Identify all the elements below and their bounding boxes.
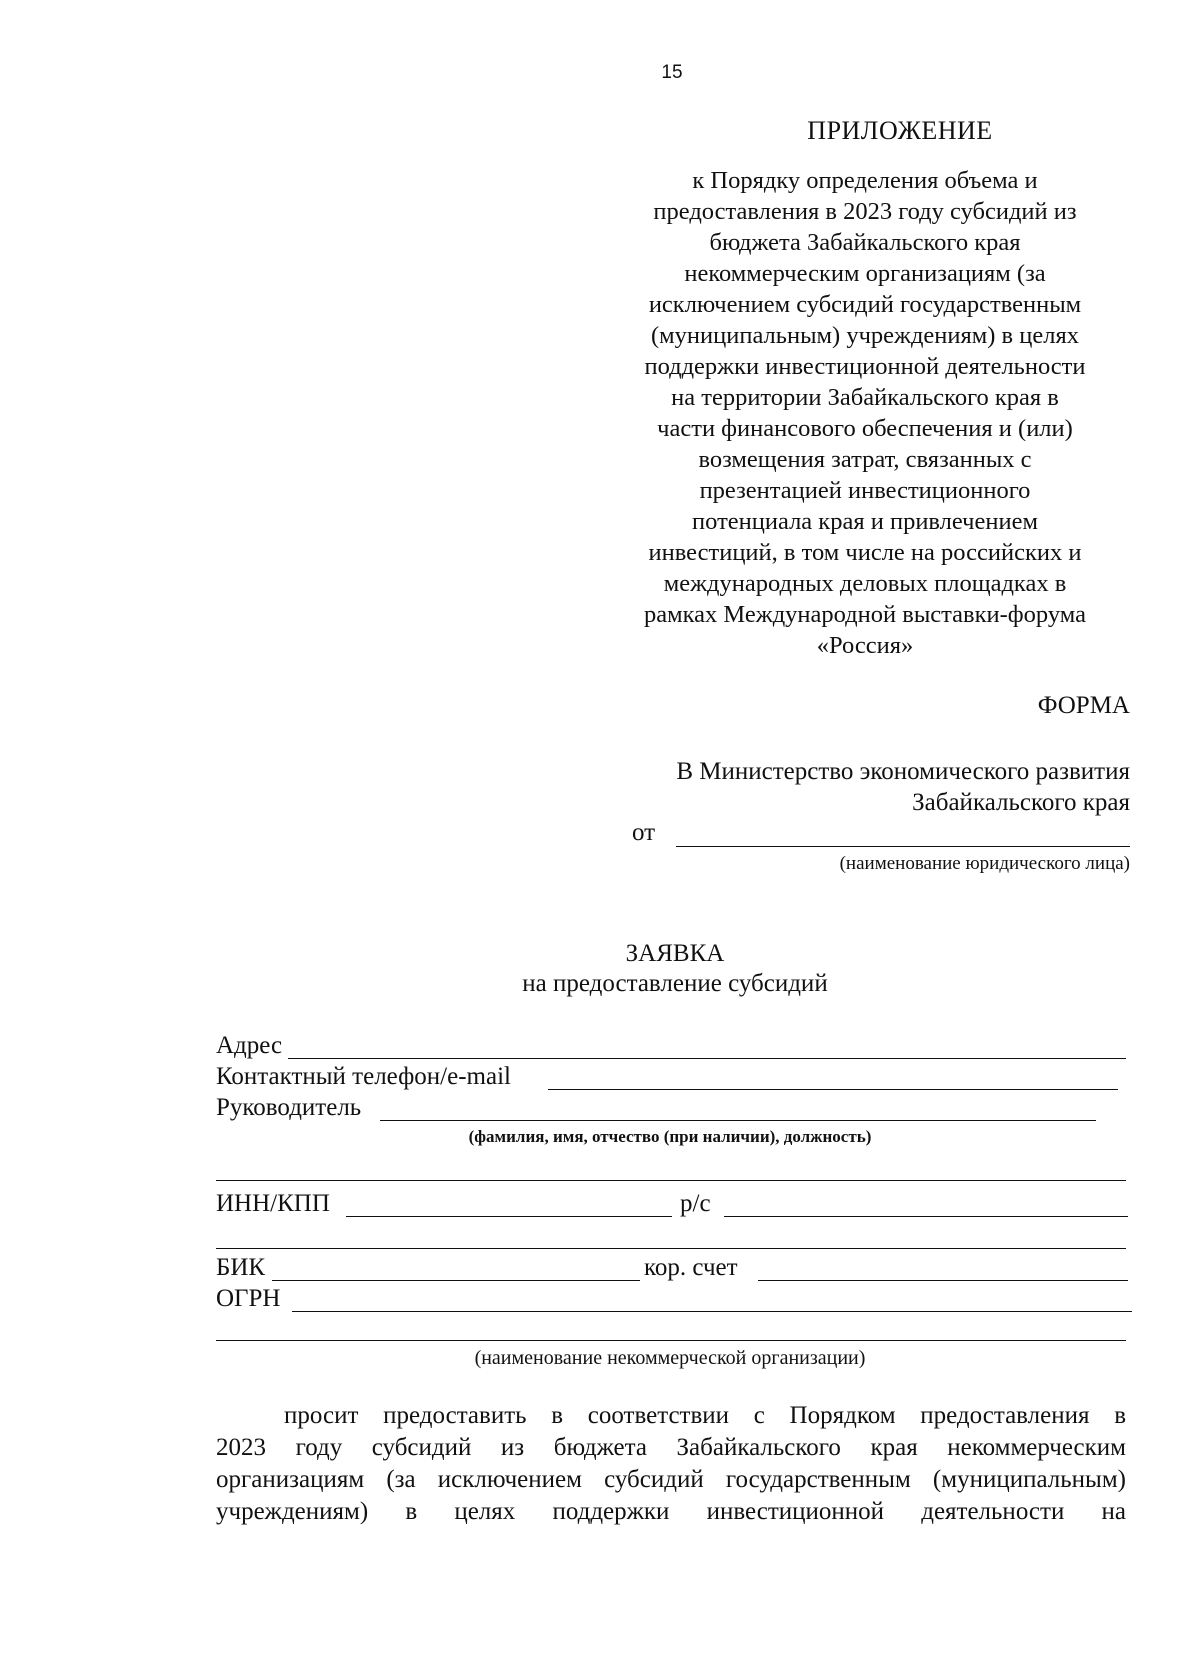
appendix-line: международных деловых площадках в bbox=[663, 570, 1067, 597]
paragraph-line: просит предоставить в соответствии с Порядком предоставления в bbox=[284, 1402, 1126, 1429]
request-paragraph bbox=[216, 1400, 1126, 1528]
address-label: Адрес bbox=[216, 1032, 283, 1059]
org-name-line[interactable] bbox=[216, 1340, 1126, 1341]
head-label: Руководитель bbox=[216, 1094, 362, 1121]
ogrn-label: ОГРН bbox=[216, 1285, 281, 1312]
addressee-line: Забайкальского края bbox=[912, 789, 1130, 816]
address-fill-line[interactable] bbox=[288, 1058, 1126, 1059]
application-title: ЗАЯВКА bbox=[625, 940, 725, 967]
head-continuation-line[interactable] bbox=[216, 1180, 1126, 1181]
appendix-line: (муниципальным) учреждениям) в целях bbox=[651, 322, 1079, 349]
appendix-line: потенциала края и привлечением bbox=[692, 508, 1038, 535]
appendix-line: к Порядку определения объема и bbox=[692, 167, 1038, 194]
appendix-line: предоставления в 2023 году субсидий из bbox=[653, 198, 1077, 225]
head-caption: (фамилия, имя, отчество (при наличии), должность) bbox=[468, 1127, 872, 1146]
appendix-line: части финансового обеспечения и (или) bbox=[657, 415, 1073, 442]
appendix-line: презентацией инвестиционного bbox=[699, 477, 1031, 504]
appendix-line: инвестиций, в том числе на российских и bbox=[648, 539, 1082, 566]
appendix-line: возмещения затрат, связанных с bbox=[698, 446, 1032, 473]
contact-label: Контактный телефон/e-mail bbox=[216, 1063, 511, 1090]
corr-account-label: кор. счет bbox=[644, 1254, 738, 1281]
addressee bbox=[560, 756, 1130, 818]
corr-account-fill-line[interactable] bbox=[758, 1280, 1128, 1281]
address-field[interactable] bbox=[216, 1032, 1126, 1062]
paragraph-line: учреждениям) в целях поддержки инвестиционной деятельности на bbox=[216, 1498, 1126, 1525]
contact-fill-line[interactable] bbox=[548, 1089, 1118, 1090]
appendix-title: ПРИЛОЖЕНИЕ bbox=[807, 116, 993, 145]
inn-kpp-label: ИНН/КПП bbox=[216, 1190, 330, 1217]
from-field[interactable] bbox=[632, 819, 1130, 849]
org-caption: (наименование некоммерческой организации) bbox=[474, 1347, 866, 1369]
application-subtitle: на предоставление субсидий bbox=[522, 970, 828, 997]
addressee-line: В Министерство экономического развития bbox=[676, 758, 1130, 785]
from-fill-line[interactable] bbox=[676, 846, 1130, 847]
bik-label: БИК bbox=[216, 1254, 266, 1281]
appendix-line: поддержки инвестиционной деятельности bbox=[644, 353, 1086, 380]
appendix-line: бюджета Забайкальского края bbox=[709, 229, 1021, 256]
appendix-line: некоммерческим организациям (за bbox=[684, 260, 1046, 287]
inn-kpp-account-row bbox=[216, 1190, 1128, 1220]
appendix-line: на территории Забайкальского края в bbox=[671, 384, 1059, 411]
paragraph-line: организациям (за исключением субсидий государственным (муниципальным) bbox=[216, 1466, 1126, 1493]
appendix-line: исключением субсидий государственным bbox=[648, 291, 1082, 318]
appendix-description bbox=[600, 165, 1130, 661]
paragraph-line: 2023 году субсидий из бюджета Забайкальского края некоммерческим bbox=[216, 1434, 1126, 1461]
ogrn-fill-line[interactable] bbox=[292, 1311, 1132, 1312]
ogrn-field[interactable] bbox=[216, 1285, 1132, 1315]
inn-kpp-fill-line[interactable] bbox=[346, 1216, 672, 1217]
account-label: р/с bbox=[680, 1190, 711, 1217]
from-label: от bbox=[632, 819, 656, 846]
appendix-line: «Россия» bbox=[816, 632, 914, 659]
account-fill-line[interactable] bbox=[724, 1216, 1128, 1217]
appendix-line: рамках Международной выставки-форума bbox=[644, 601, 1086, 628]
contact-field[interactable] bbox=[216, 1063, 1118, 1093]
blank-line[interactable] bbox=[216, 1248, 1126, 1249]
form-label: ФОРМА bbox=[1037, 692, 1130, 719]
head-fill-line[interactable] bbox=[380, 1120, 1096, 1121]
bik-fill-line[interactable] bbox=[272, 1280, 640, 1281]
head-field[interactable] bbox=[216, 1094, 1096, 1124]
from-caption: (наименование юридического лица) bbox=[839, 853, 1130, 874]
bik-corr-row bbox=[216, 1254, 1128, 1284]
page-number: 15 bbox=[661, 62, 683, 83]
